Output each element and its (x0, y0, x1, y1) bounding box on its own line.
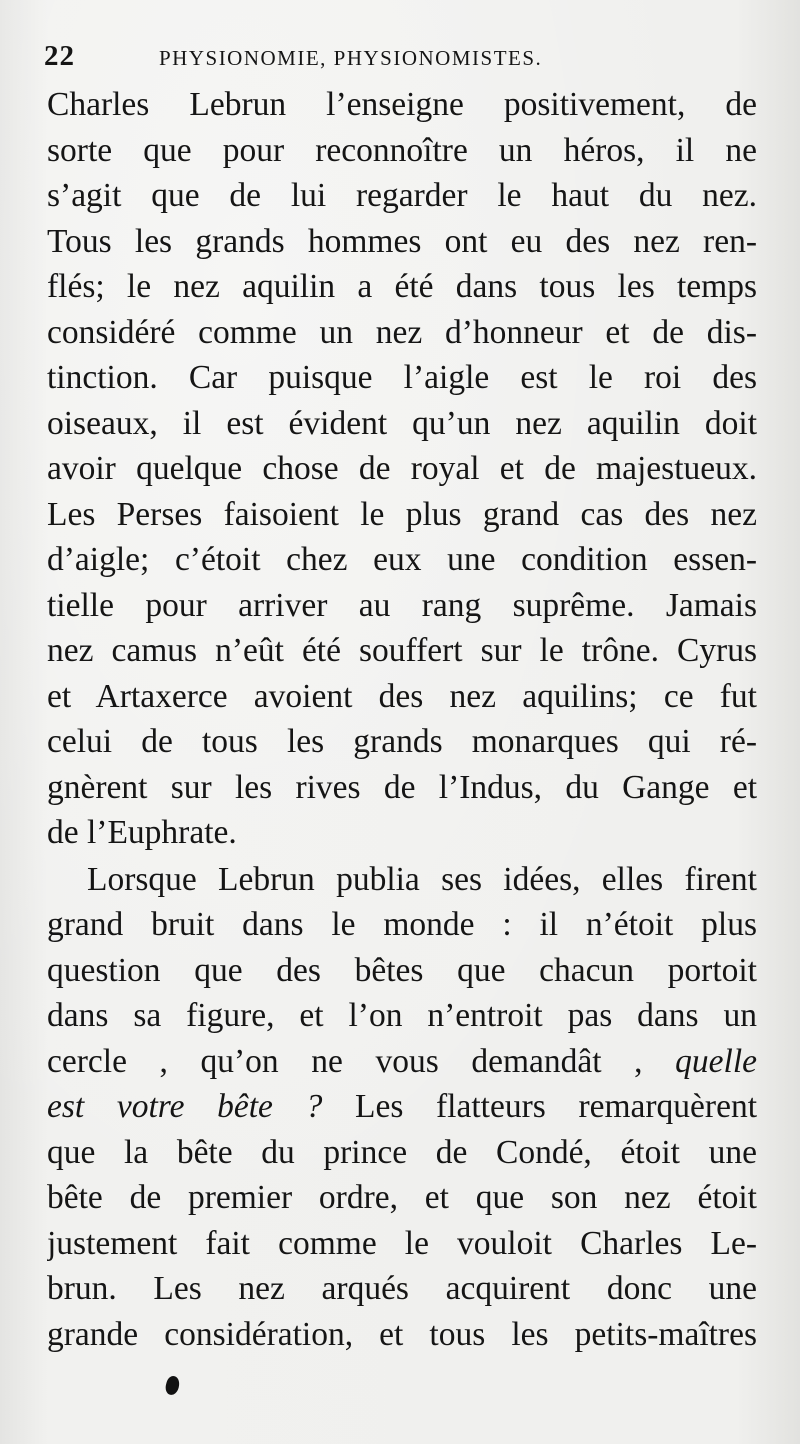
text-line: gnèrent sur les rives de l’Indus, du Gange et (47, 768, 757, 806)
text-line-with-italic (47, 1084, 757, 1130)
text-line: flés; le nez aquilin a été dans tous les temps (47, 268, 757, 305)
text-line: considéré comme un nez d’honneur et de dis- (47, 313, 757, 351)
paragraph-2 (47, 857, 757, 1358)
text-line: avoir quelque chose de royal et de majestueux. (47, 450, 757, 487)
text-line: Les Perses faisoient le plus grand cas des nez (47, 495, 757, 533)
text-line: nez camus n’eût été souffert sur le trône. Cyrus (47, 632, 757, 669)
text-line: et Artaxerce avoient des nez aquilins; ce fut (47, 677, 757, 715)
text-line: tielle pour arriver au rang suprême. Jamais (47, 586, 757, 624)
text-line-with-italic (47, 1039, 757, 1085)
text-line: celui de tous les grands monarques qui ré- (47, 723, 757, 760)
text-line: grand bruit dans le monde : il n’étoit plus (47, 906, 757, 943)
text-line: dans sa figure, et l’on n’entroit pas dans un (47, 997, 757, 1034)
text-line: grande considération, et tous les petits-maîtres (47, 1315, 757, 1353)
text-line: d’aigle; c’étoit chez eux une condition essen- (47, 541, 757, 578)
text-line: Charles Lebrun l’enseigne positivement, de (47, 86, 757, 123)
text-line: s’agit que de lui regarder le haut du nez. (47, 177, 757, 214)
text-line: tinction. Car puisque l’aigle est le roi des (47, 359, 757, 396)
text-line: bête de premier ordre, et que son nez étoit (47, 1179, 757, 1216)
text-line: sorte que pour reconnoître un héros, il ne (47, 131, 757, 169)
text-segment: Les flatteurs remarquèrent (355, 1088, 757, 1125)
running-title: PHYSIONOMIE, PHYSIONOMISTES. (159, 46, 543, 70)
paragraph-1 (47, 82, 757, 856)
page-number: 22 (44, 40, 75, 72)
ink-blot-mark (164, 1375, 181, 1397)
text-line: que la bête du prince de Condé, étoit une (47, 1133, 757, 1171)
body-text (47, 82, 757, 1357)
text-line: de l’Euphrate. (47, 814, 237, 851)
text-line: brun. Les nez arqués acquirent donc une (47, 1270, 757, 1307)
text-segment: cercle , qu’on ne vous demandât , (47, 1042, 643, 1080)
text-line: question que des bêtes que chacun portoit (47, 951, 757, 989)
page-header (44, 38, 764, 78)
text-line: Tous les grands hommes ont eu des nez ren- (47, 222, 757, 260)
italic-text: quelle (675, 1042, 757, 1080)
text-line: Lorsque Lebrun publia ses idées, elles firent (87, 860, 757, 898)
italic-text: est votre bête ? (47, 1088, 323, 1125)
text-line: justement fait comme le vouloit Charles Le- (47, 1224, 757, 1262)
text-line: oiseaux, il est évident qu’un nez aquilin doit (47, 404, 757, 442)
